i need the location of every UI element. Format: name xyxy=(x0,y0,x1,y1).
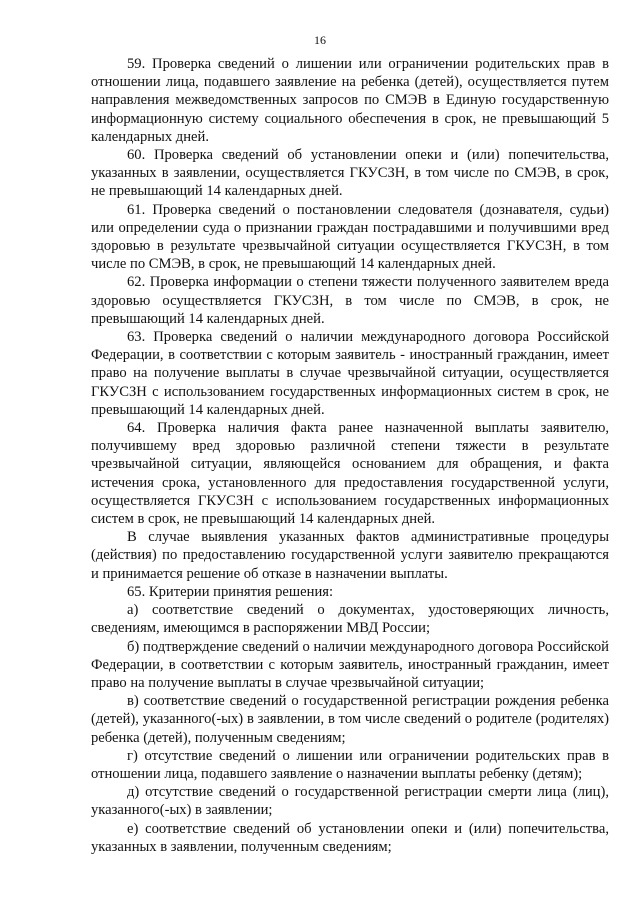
paragraph-63: 63. Проверка сведений о наличии международного договора Российской Федерации, в соответствии с которым заявитель - иностранный гражданин, имеет право на получение выплаты в случае чрезвычайной ситуации, осуществляется ГКУСЗН с использованием государственных информационных систем в срок, не превышающий 14 календарных дней. xyxy=(91,329,609,418)
criterion-d: д) отсутствие сведений о государственной регистрации смерти лица (лиц), указанного(-ых) в заявлении; xyxy=(91,784,609,819)
criterion-e: е) соответствие сведений об установлении опеки и (или) попечительства, указанных в заявлении, полученным сведениям; xyxy=(91,820,609,855)
paragraph-61: 61. Проверка сведений о постановлении следователя (дознавателя, судьи) или определении суда о признании граждан пострадавшими и получившими вред здоровью в результате чрезвычайной ситуации осуществляется ГКУСЗН, в том числе по СМЭВ, в срок, не превышающий 14 календарных дней. xyxy=(91,201,609,273)
criterion-v: в) соответствие сведений о государственной регистрации рождения ребенка (детей), указанного(-ых) в заявлении, в том числе сведений о родителе (родителях) ребенка (детей), полученным сведениям; xyxy=(91,693,609,746)
page-number: 16 xyxy=(314,33,326,47)
paragraph-62: 62. Проверка информации о степени тяжести полученного заявителем вреда здоровью осуществляется ГКУСЗН, в том числе по СМЭВ, в срок, не превышающий 14 календарных дней. xyxy=(91,274,609,327)
paragraph-64: 64. Проверка наличия факта ранее назначенной выплаты заявителю, получившему вред здоровью различной степени тяжести в результате чрезвычайной ситуации, являющейся основанием для обращения, и факта истечения срока, установленного для предоставления государственной услуги, осуществляется ГКУСЗН с использованием государственных информационных систем в срок, не превышающий 14 календарных дней. xyxy=(91,420,609,528)
paragraph-60: 60. Проверка сведений об установлении опеки и (или) попечительства, указанных в заявлении, осуществляется ГКУСЗН, в том числе по СМЭВ, в срок, не превышающий 14 календарных дней. xyxy=(91,147,609,200)
paragraph-65-heading: 65. Критерии принятия решения: xyxy=(127,583,334,600)
criterion-b: б) подтверждение сведений о наличии международного договора Российской Федерации, в соответствии с которым заявитель, иностранный гражданин, имеет право на получение выплаты в случае чрезвычайной ситуации; xyxy=(91,638,609,691)
document-body xyxy=(91,55,609,856)
criterion-g: г) отсутствие сведений о лишении или ограничении родительских прав в отношении лица, подавшего заявление о назначении выплаты ребенку (детям); xyxy=(91,747,609,782)
paragraph-59: 59. Проверка сведений о лишении или ограничении родительских прав в отношении лица, подавшего заявление на ребенка (детей), осуществляется путем направления межведомственных запросов по СМЭВ в Единую государственную информационную систему социального обеспечения в срок, не превышающий 5 календарных дней. xyxy=(91,56,609,145)
paragraph-termination-note: В случае выявления указанных фактов административные процедуры (действия) по предоставлению государственной услуги заявителю прекращаются и принимается решение об отказе в назначении выплаты. xyxy=(91,529,609,582)
criterion-a: а) соответствие сведений о документах, удостоверяющих личность, сведениям, имеющимся в распоряжении МВД России; xyxy=(91,602,609,637)
